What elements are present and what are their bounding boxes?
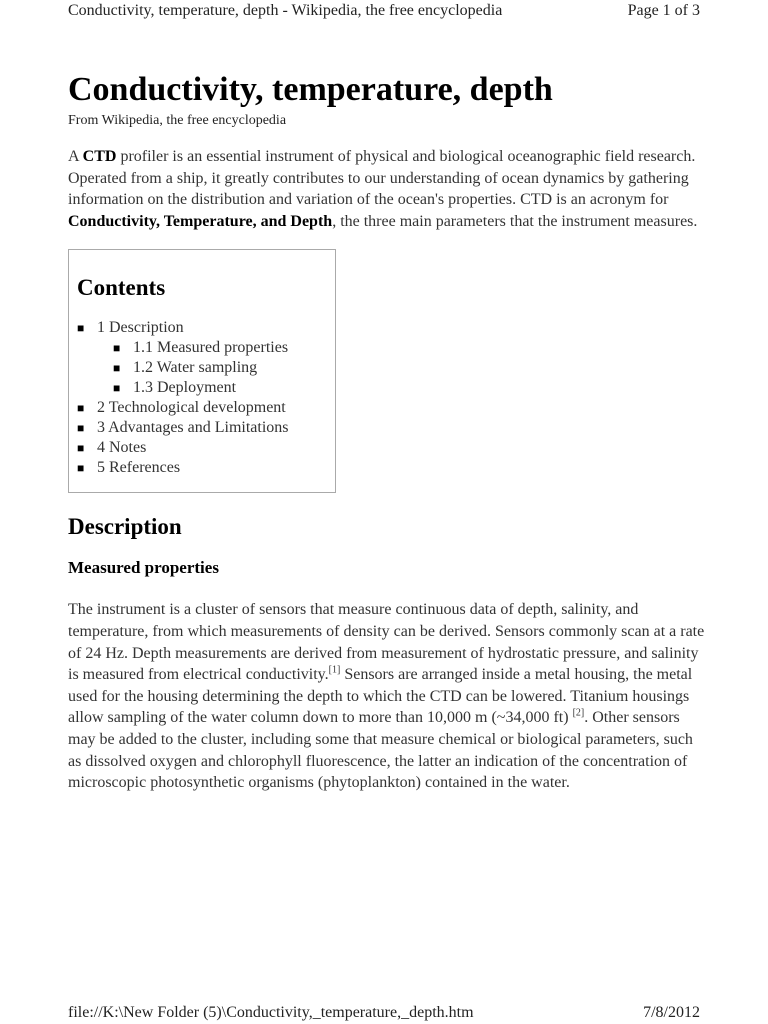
print-header-page: Page 1 of 3 [627,2,700,19]
ref-link-2[interactable]: [2] [572,708,585,720]
ref-link-1[interactable]: [1] [328,664,341,676]
toc-item-advantages-limitations[interactable]: ■ 3 Advantages and Limitations [77,418,327,438]
table-of-contents [68,249,336,493]
toc-item-references[interactable]: ■ 5 References [77,458,327,478]
intro-paragraph: A CTD profiler is an essential instrument of physical and biological oceanographic field research. Operated from a ship, it greatly contributes to our understanding of ocean dynamics by gathering information on the distribution and variation of the ocean's properties. CTD is an acronym for Conductivity, Temperature, and Depth, the three main parameters that the instrument measures. [68,148,698,230]
print-footer-path: file://K:\New Folder (5)\Conductivity,_temperature,_depth.htm [68,1004,474,1021]
page-subtitle: From Wikipedia, the free encyclopedia [68,113,287,128]
toc-item-notes[interactable]: ■ 4 Notes [77,438,327,458]
toc-item-water-sampling[interactable]: ■ 1.2 Water sampling [77,358,327,378]
toc-item-deployment[interactable]: ■ 1.3 Deployment [77,378,327,398]
print-footer-date: 7/8/2012 [643,1004,700,1021]
acronym-bold: Conductivity, Temperature, and Depth [68,212,333,230]
toc-title: Contents [77,275,166,301]
print-header-title: Conductivity, temperature, depth - Wikipedia, the free encyclopedia [68,2,503,19]
toc-list [77,318,327,478]
article-content [68,68,708,811]
measured-properties-paragraph: The instrument is a cluster of sensors that measure continuous data of depth, salinity, and temperature, from which measurements of density can be derived. Sensors commonly scan at a rate of 24 Hz. Depth measurements are derived from measurement of hydrostatic pressure, and salinity is measured from electrical conductivity.[1] Sensors are arranged inside a metal housing, the metal used for the housing determining the depth to which the CTD can be lowered. Titanium housings allow sampling of the water column down to more than 10,000 m (~34,000 ft) [2]. Other sensors may be added to the cluster, including some that measure chemical or biological parameters, such as dissolved oxygen and chlorophyll fluorescence, the latter an indication of the concentration of microscopic photosynthetic organisms (phytoplankton) contained in the water. [68,601,705,792]
ctd-bold: CTD [82,148,117,165]
toc-item-description[interactable]: ■ 1 Description [77,318,327,338]
subsection-heading-measured-properties: Measured properties [68,558,219,578]
print-footer [68,1004,700,1022]
print-header [68,2,700,20]
section-heading-description: Description [68,514,182,540]
toc-item-measured-properties[interactable]: ■ 1.1 Measured properties [77,338,327,358]
toc-item-technological-development[interactable]: ■ 2 Technological development [77,398,327,418]
page-title: Conductivity, temperature, depth [68,71,553,108]
